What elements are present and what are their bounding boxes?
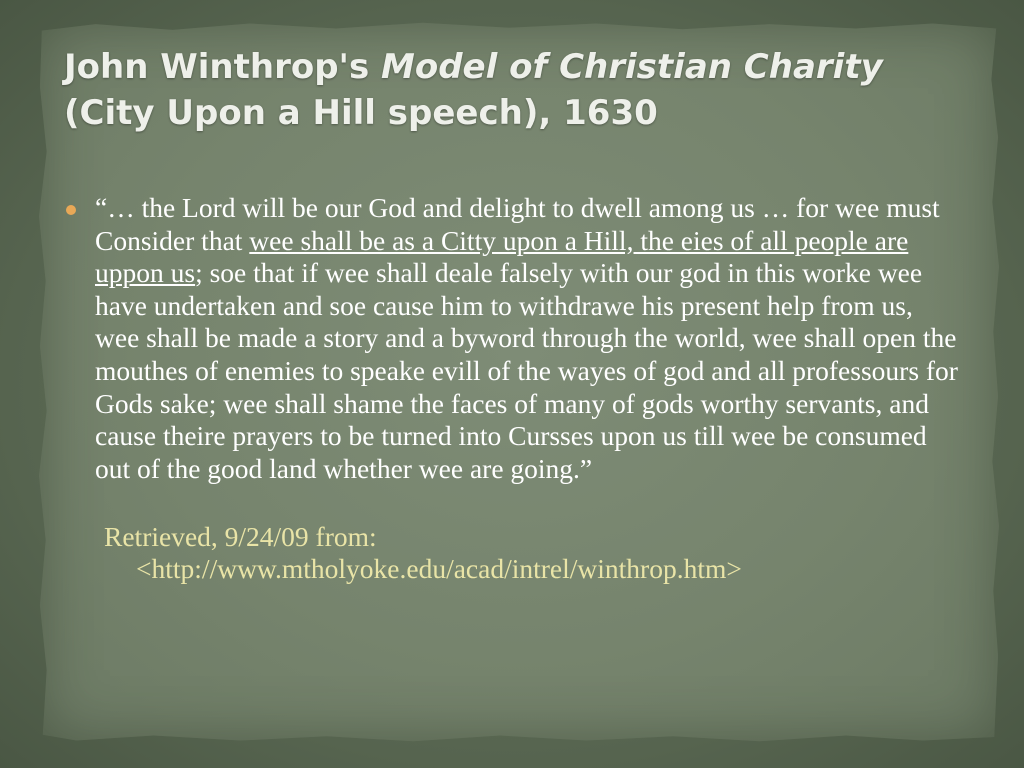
- slide-body: [64, 192, 964, 585]
- citation: [104, 521, 964, 585]
- quote-underlined: wee shall be as a Citty upon a Hill, the eies of all people are uppon us: [95, 224, 909, 289]
- citation-line-1: Retrieved, 9/24/09 from:: [104, 521, 377, 553]
- title-prefix: John Winthrop's: [64, 47, 382, 87]
- title-line-2: (City Upon a Hill speech), 1630: [64, 93, 658, 133]
- slide-title: [64, 44, 964, 136]
- bullet-dot-icon: [66, 205, 76, 215]
- winthrop-quote: [95, 192, 964, 485]
- citation-url: <http://www.mtholyoke.edu/acad/intrel/winthrop.htm>: [136, 553, 742, 585]
- quote-part-2: ; soe that if wee shall deale falsely with our god in this worke wee have undertaken and soe cause him to withdrawe his present help from us, wee shall be made a story and a byword through the world, wee shall open the mouthes of enemies to speake evill of the wayes of god and all professours for Gods sake; wee shall shame the faces of many of gods worthy servants, and cause theire prayers to be turned into Cursses upon us till wee be consumed out of the good land whether wee are going.”: [95, 257, 958, 484]
- bullet-item: [64, 192, 964, 485]
- title-italic-work: Model of Christian Charity: [381, 47, 883, 87]
- quote-part-1: “… the Lord will be our God and delight to dwell among us … for wee must Consider that: [95, 192, 940, 256]
